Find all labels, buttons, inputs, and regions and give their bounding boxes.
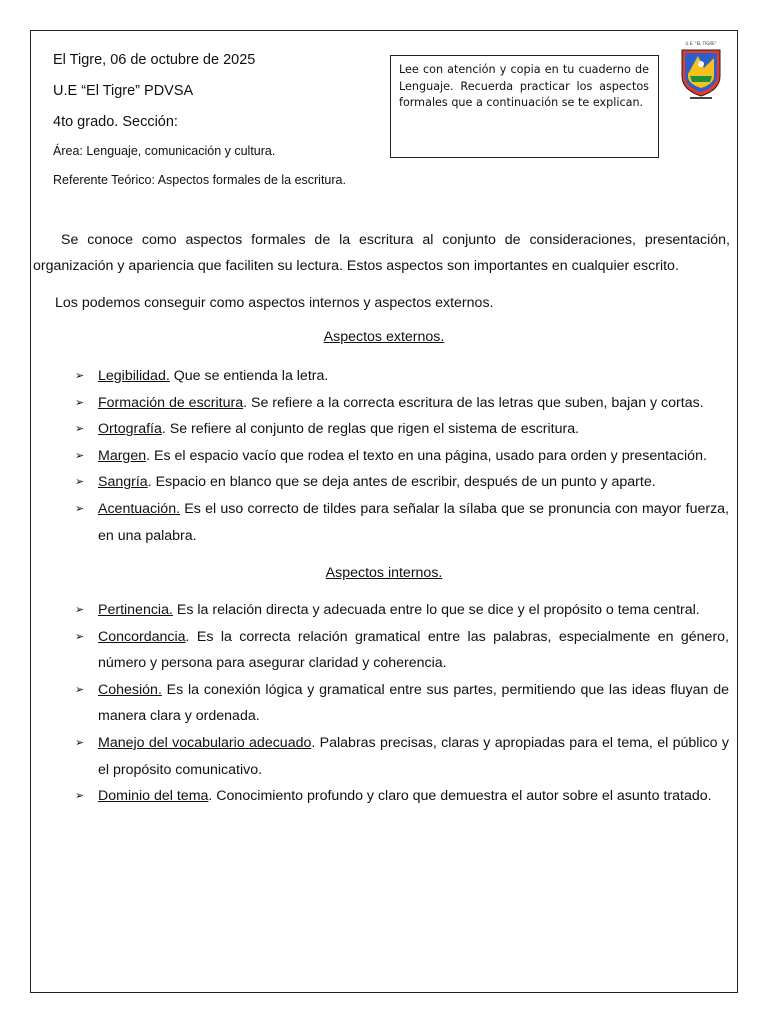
list-item (75, 496, 729, 549)
list-item (75, 390, 729, 417)
list-item-term: Cohesión. (98, 681, 162, 698)
list-item-text: . Se refiere al conjunto de reglas que rigen el sistema de escritura. (161, 421, 580, 438)
list-item-text: . Palabras precisas, claras y apropiadas para el tema, el público y el propósito comunicativo. (98, 734, 729, 778)
internos-list (75, 597, 729, 810)
section-title-internos (0, 565, 768, 581)
list-item-text: . Es la correcta relación gramatical entre las palabras, especialmente en género, número y persona para asegurar claridad y coherencia. (98, 628, 729, 672)
list-item-text: Es la conexión lógica y gramatical entre sus partes, permitiendo que las ideas fluyan de manera clara y ordenada. (98, 681, 729, 725)
list-item (75, 443, 729, 470)
list-item-term: Ortografía (98, 421, 162, 438)
list-item (75, 730, 729, 783)
list-item-term: Formación de escritura (98, 394, 244, 411)
grade-section: 4to grado. Sección: (53, 114, 178, 130)
svg-text:U.E. "EL TIGRE": U.E. "EL TIGRE" (685, 41, 717, 46)
arrow-bullet-icon: ➢ (75, 736, 85, 749)
section-title-externos (0, 329, 768, 345)
list-item (75, 597, 729, 624)
referente-line: Referente Teórico: Aspectos formales de la escritura. (53, 173, 346, 187)
arrow-bullet-icon: ➢ (75, 683, 85, 696)
arrow-bullet-icon: ➢ (75, 396, 85, 409)
intro-paragraph-2: Los podemos conseguir como aspectos internos y aspectos externos. (55, 295, 494, 311)
list-item-term: Manejo del vocabulario adecuado (98, 734, 312, 751)
externos-list (75, 363, 729, 549)
list-item-term: Pertinencia. (98, 602, 173, 618)
list-item-term: Acentuación. (98, 500, 181, 517)
externos-title-text: Aspectos externos. (323, 329, 445, 345)
arrow-bullet-icon: ➢ (75, 630, 85, 643)
list-item (75, 416, 729, 443)
arrow-bullet-icon: ➢ (75, 370, 85, 382)
list-item (75, 783, 729, 810)
list-item-term: Sangría (98, 474, 148, 491)
list-item-text: . Es el espacio vacío que rodea el texto en una página, usado para orden y presentación. (146, 447, 707, 464)
list-item (75, 469, 729, 496)
list-item-term: Legibilidad. (98, 368, 170, 384)
school-crest-icon (676, 40, 726, 102)
intro-paragraph: Se conoce como aspectos formales de la escritura al conjunto de consideraciones, presentación, organización y apariencia que faciliten su lectura. Estos aspectos son importantes en cualquier escrito. (33, 232, 730, 274)
list-item-text: Es el uso correcto de tildes para señalar la sílaba que se pronuncia con mayor fuerza, en una palabra. (98, 500, 729, 544)
school-name: U.E “El Tigre” PDVSA (53, 83, 194, 99)
arrow-bullet-icon: ➢ (75, 476, 85, 489)
list-item-text: . Espacio en blanco que se deja antes de escribir, después de un punto y aparte. (147, 474, 656, 491)
date-line: El Tigre, 06 de octubre de 2025 (53, 52, 256, 68)
list-item (75, 624, 729, 677)
arrow-bullet-icon: ➢ (75, 423, 85, 436)
list-item-text: Es la relación directa y adecuada entre lo que se dice y el propósito o tema central. (172, 602, 700, 618)
list-item-text: . Se refiere a la correcta escritura de las letras que suben, bajan y cortas. (243, 394, 704, 411)
area-line: Área: Lenguaje, comunicación y cultura. (53, 144, 276, 158)
list-item-term: Concordancia (98, 628, 186, 645)
list-item-term: Margen (98, 447, 147, 464)
list-item (75, 677, 729, 730)
list-item (75, 363, 729, 390)
arrow-bullet-icon: ➢ (75, 604, 85, 616)
list-item-term: Dominio del tema (98, 788, 209, 805)
arrow-bullet-icon: ➢ (75, 449, 85, 462)
instruction-box: Lee con atención y copia en tu cuaderno de Lenguaje. Recuerda practicar los aspectos formales que a continuación se te explican. (390, 55, 659, 158)
list-item-text: . Conocimiento profundo y claro que demuestra el autor sobre el asunto tratado. (208, 788, 712, 805)
arrow-bullet-icon: ➢ (75, 502, 85, 515)
internos-title-text: Aspectos internos. (325, 565, 443, 581)
arrow-bullet-icon: ➢ (75, 790, 85, 803)
list-item-text: Que se entienda la letra. (169, 368, 329, 384)
